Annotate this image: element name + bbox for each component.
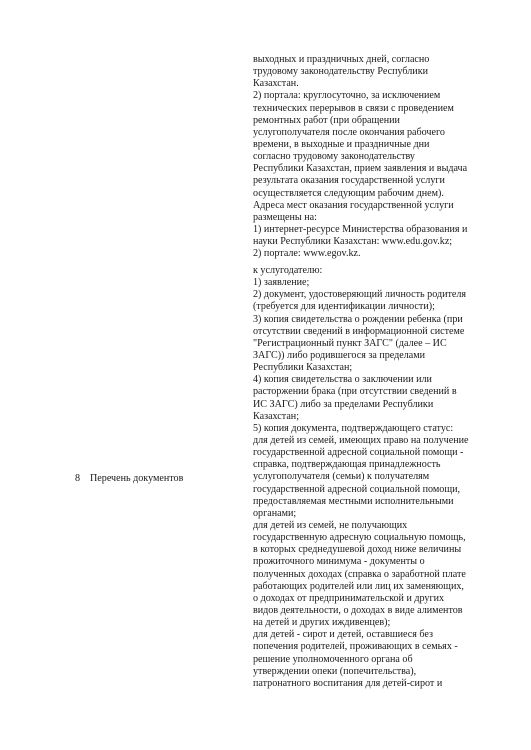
text-line: 3) копия свидетельства о рождении ребенка (при [253,313,463,325]
text-line: для детей из семей, имеющих право на получение [253,434,469,446]
text-line: утверждении опеки (попечительства), [253,665,417,677]
text-line: ремонтных работ (при обращении [253,114,400,126]
text-line: попечения родителей, проживающих в семьях - [253,641,458,653]
text-line: (требуется для идентификации личности); [253,301,435,313]
text-line: науки Республики Казахстан: www.edu.gov.kz; [253,236,453,248]
text-line: Республики Казахстан, прием заявления и выдача [253,163,468,175]
text-line: 1) заявление; [253,277,310,289]
text-line: патронатного воспитания для детей-сирот и [253,677,443,689]
text-line: выходных и праздничных дней, согласно [253,54,430,65]
text-line: 4) копия свидетельства о заключении или [253,374,432,386]
text-line: для детей - сирот и детей, оставшиеся без [253,629,434,641]
text-line: осуществляется следующим рабочим днем). [253,187,444,199]
text-line: прожиточного минимума - документы о [253,556,425,568]
text-line: услугополучателя (семьи) к получателям [253,471,430,483]
text-line: для детей из семей, не получающих [253,519,408,531]
text-line: решение уполномоченного органа об [253,653,413,665]
text-line: трудовому законодательству Республики [253,66,429,78]
text-line: размещены на: [253,211,317,223]
text-line: справка, подтверждающая принадлежность [253,459,441,471]
text-line: работающих родителей или лиц их заменяющих, [253,580,464,592]
service-schedule-text [253,54,501,260]
text-line: 5) копия документа, подтверждающего статус: [253,422,454,434]
text-line: государственной адресной социальной помощи, [253,483,461,495]
text-line: 1) интернет-ресурсе Министерства образования и [253,223,468,235]
text-line: государственной адресной социальной помощи - [253,447,464,459]
text-line: 2) портала: круглосуточно, за исключением [253,90,441,102]
text-line: 2) портале: www.egov.kz. [253,248,361,260]
text-line: к услугодателю: [253,265,323,276]
text-line: Казахстан. [253,78,299,90]
text-line: предоставляемая местными исполнительными [253,495,454,507]
text-line: о доходах от предпринимательской и других [253,592,445,604]
text-line: на детей и других иждивенцев); [253,617,391,629]
text-line: Казахстан; [253,410,300,422]
text-line: Адреса мест оказания государственной услуги [253,199,454,211]
text-line: расторжении брака (при отсутствии сведений в [253,386,457,398]
text-line: ЗАГС)) либо родившегося за пределами [253,349,426,361]
text-line: "Регистрационный пункт ЗАГС" (далее – ИС [253,337,447,349]
documents-list-text [253,265,501,690]
text-line: полученных доходах (справка о заработной плате [253,568,466,580]
text-line: отсутствии сведений в информационной системе [253,325,465,337]
text-line: государственную адресную социальную помощь, [253,532,466,544]
text-line: ИС ЗАГС) либо за пределами Республики [253,398,434,410]
text-line: согласно трудовому законодательству [253,151,415,163]
row-number: 8 [75,473,81,484]
text-line: услугополучателя после окончания рабочего [253,126,445,138]
text-line: Республики Казахстан; [253,362,353,374]
row-label: Перечень документов [90,473,184,484]
text-line: результата оказания государственной услуги [253,175,445,187]
text-line: в которых среднедушевой доход ниже величины [253,544,462,556]
text-line: 2) документ, удостоверяющий личность родителя [253,289,467,301]
text-line: органами; [253,507,297,519]
text-line: видов деятельности, о доходах в виде алиментов [253,604,463,616]
text-line: времени, в выходные и праздничные дни [253,138,430,150]
text-line: технических перерывов в связи с проведением [253,102,454,114]
